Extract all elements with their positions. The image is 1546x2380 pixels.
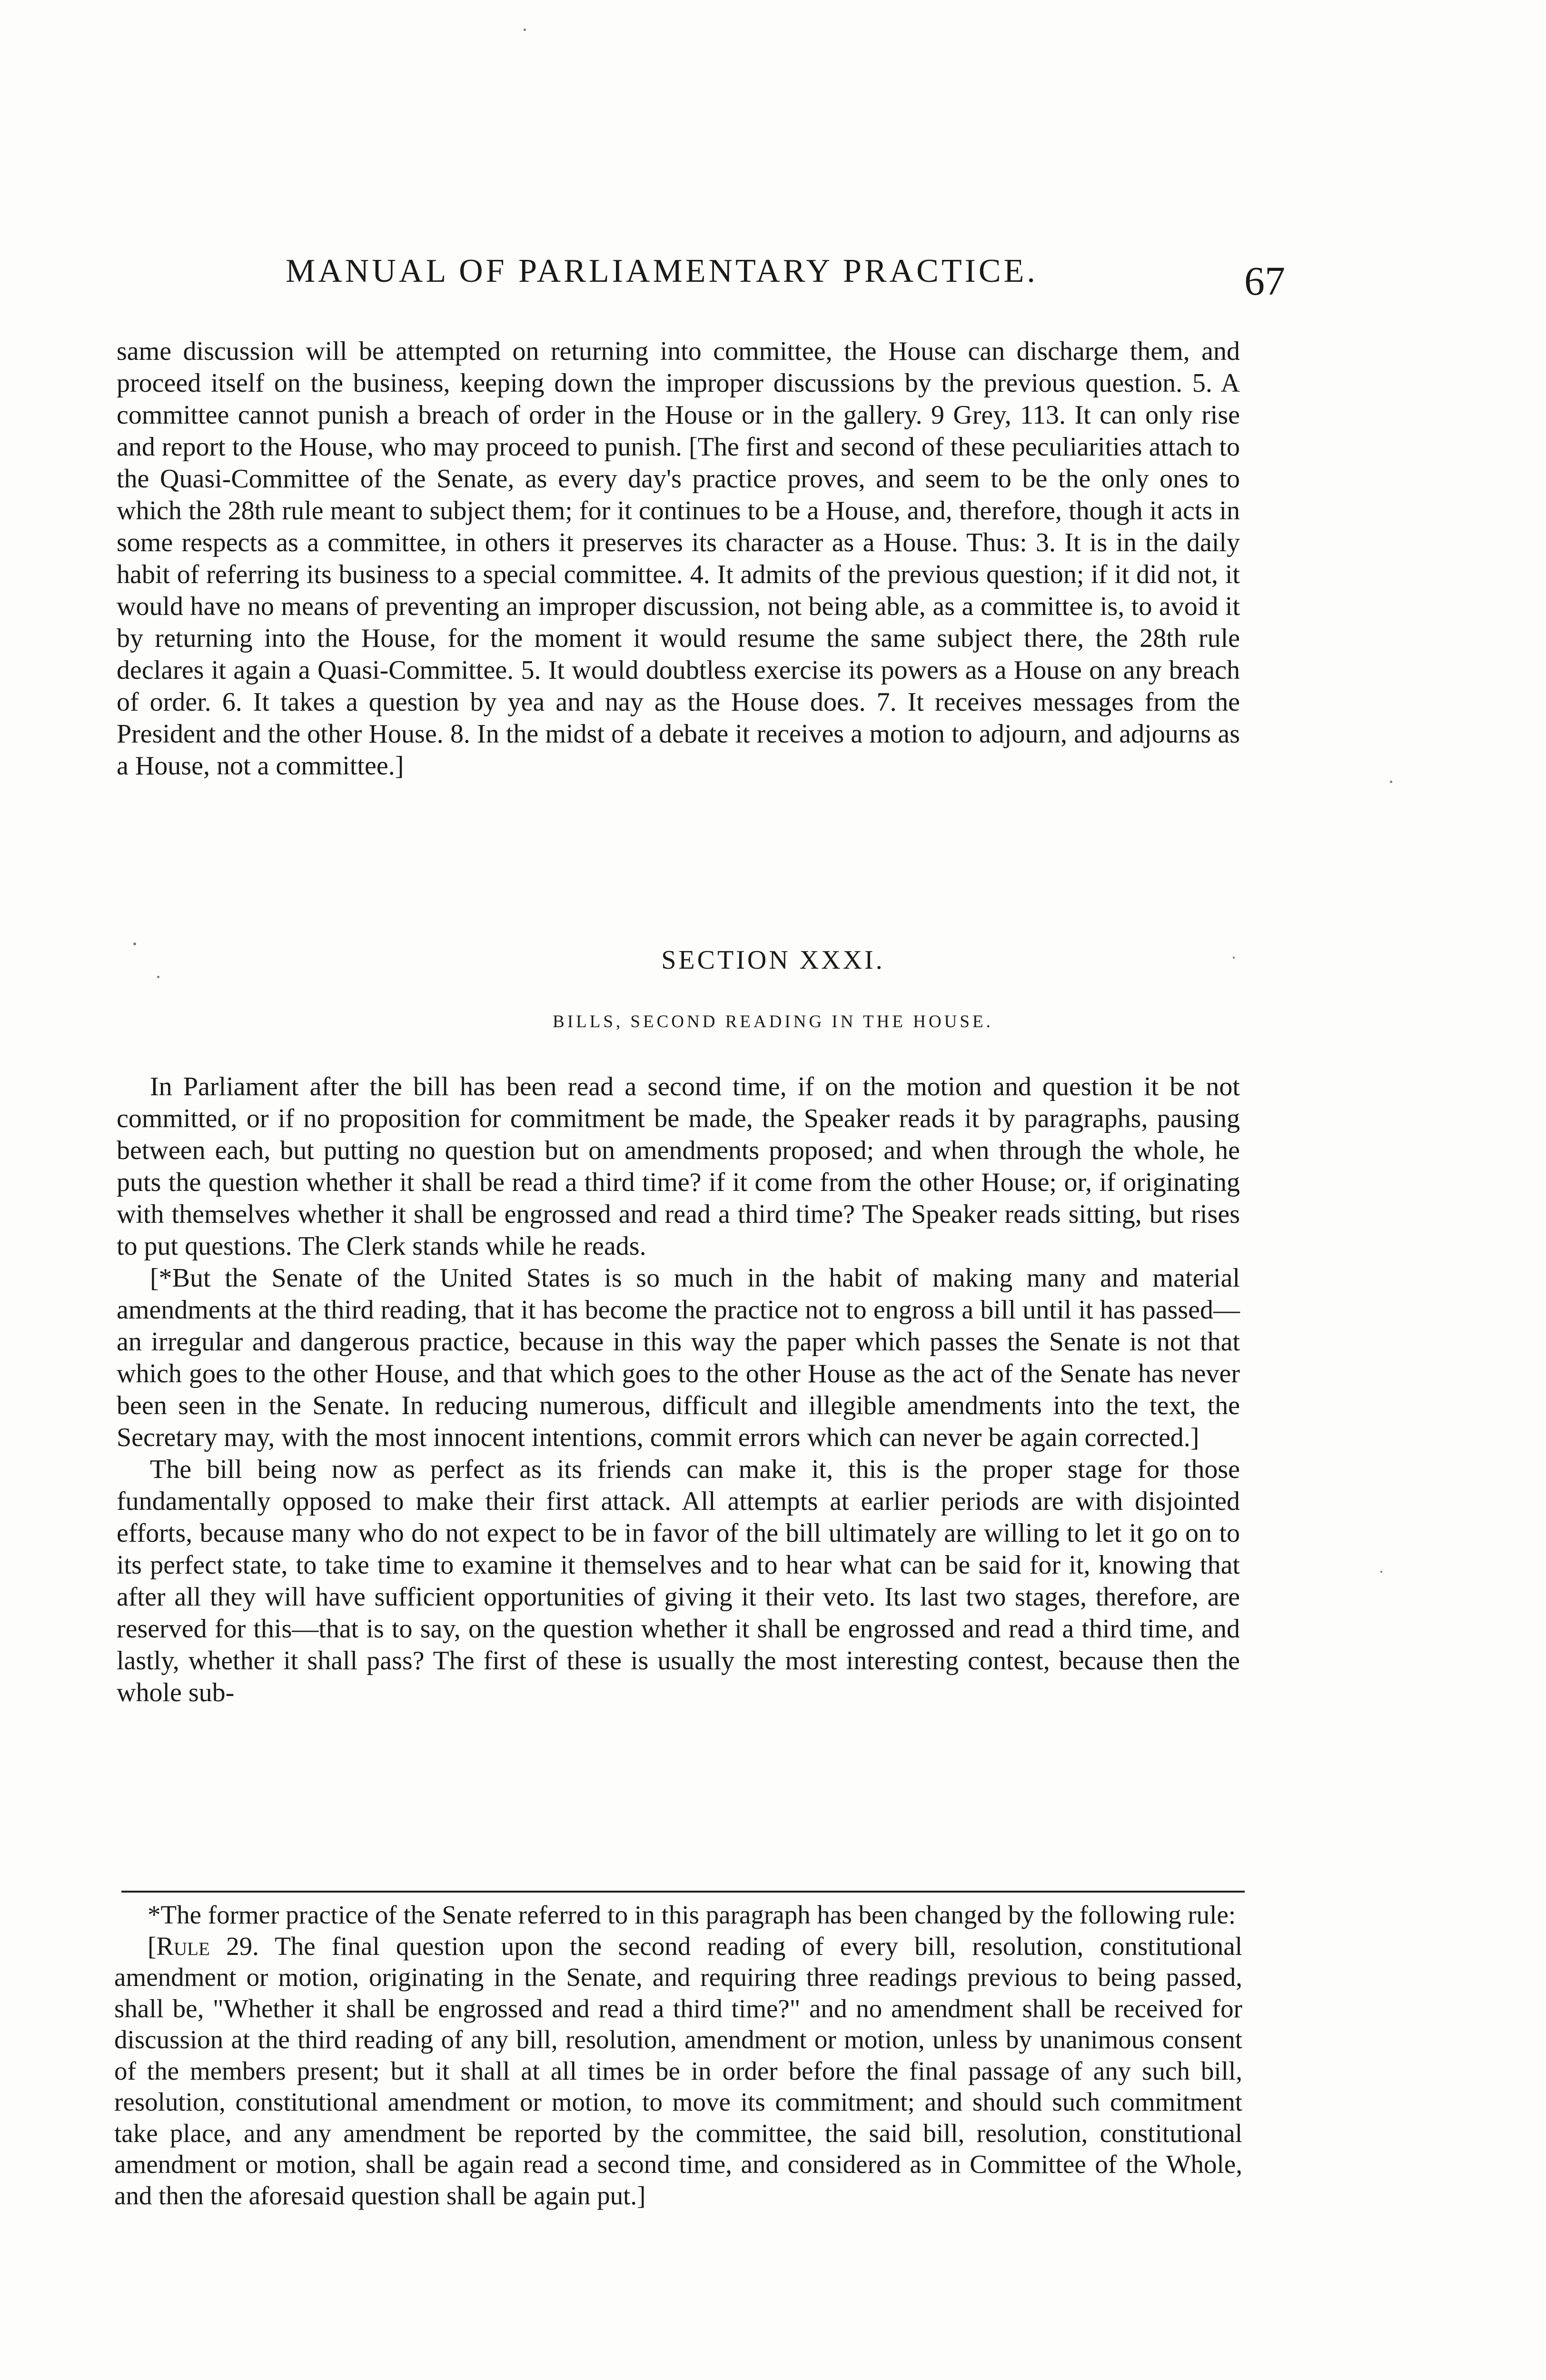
paragraph: In Parliament after the bill has been read a second time, if on the motion and question it be not committed, or if no proposition for commitment be made, the Speaker reads it by paragraphs, pausing between each, but putting no question but on amendments proposed; and when through the whole, he puts the question whether it shall be read a third time? if it come from the other House; or, if originating with themselves whether it shall be engrossed and read a third time? The Speaker reads sitting, but rises to put questions. The Clerk stands while he reads. <box>117 1072 1240 1261</box>
footnote-divider <box>121 1891 1245 1893</box>
page-number: 67 <box>1244 258 1285 304</box>
rule-body: The final question upon the second reading of every bill, resolution, constitutional amendment or motion, originating in the Senate, and requiring three readings previous to being passed, shall be, "Whether it shall be engrossed and read a third time?" and no amendment shall be received for discussion at the third reading of any bill, resolution, amendment or motion, unless by unanimous consent of the members present; but it shall at all times be in order before the final passage of any such bill, resolution, constitutional amendment or motion, to move its commitment; and should such commitment take place, and any amendment be reported by the committee, the said bill, resolution, constitutional amendment or motion, shall be again read a second time, and considered as in Committee of the Whole, and then the aforesaid question shall be again put.] <box>114 1931 1242 2210</box>
footnote <box>114 1899 1242 2211</box>
section-title: SECTION XXXI. <box>661 945 885 975</box>
rule-number: 29. <box>226 1931 259 1961</box>
continued-paragraph <box>117 336 1240 782</box>
footnote-intro: *The former practice of the Senate referred to in this paragraph has been changed by the following rule: <box>148 1900 1236 1929</box>
section-subtitle: BILLS, SECOND READING IN THE HOUSE. <box>553 1012 993 1031</box>
paragraph: The bill being now as perfect as its friends can make it, this is the proper stage for those fundamentally opposed to make their first attack. All attempts at earlier periods are with disjointed efforts, because many who do not expect to be in favor of the bill ultimately are willing to let it go on to its perfect state, to take time to examine it themselves and to hear what can be said for it, knowing that after all they will have sufficient opportunities of giving it their veto. Its last two stages, therefore, are reserved for this—that is to say, on the question whether it shall be engrossed and read a third time, and lastly, whether it shall pass? The first of these is usually the most interesting contest, because then the whole sub- <box>117 1455 1240 1707</box>
footnote-rule-text: [Rule 29. The final question upon the second reading of every bill, resolution, constitutional amendment or motion, originating in the Senate, and requiring three readings previous to being passed, shall be, "Whether it shall be engrossed and read a third time?" and no amendment shall be received for discussion at the third reading of any bill, resolution, amendment or motion, unless by unanimous consent of the members present; but it shall at all times be in order before the final passage of any such bill, resolution, constitutional amendment or motion, to move its commitment; and should such commitment take place, and any amendment be reported by the committee, the said bill, resolution, constitutional amendment or motion, shall be again read a second time, and considered as in Committee of the Whole, and then the aforesaid question shall be again put.] <box>114 1931 1242 2210</box>
rule-label: Rule <box>156 1931 210 1961</box>
paragraph: [*But the Senate of the United States is so much in the habit of making many and material amendments at the third reading, that it has become the practice not to engross a bill until it has passed—an irregular and dangerous practice, because in this way the paper which passes the Senate is not that which goes to the other House, and that which goes to the other House as the act of the Senate has never been seen in the Senate. In reducing numerous, difficult and illegible amendments into the text, the Secretary may, with the most innocent intentions, commit errors which can never be again corrected.] <box>117 1263 1240 1452</box>
page-header <box>286 248 1285 305</box>
paragraph: same discussion will be attempted on returning into committee, the House can discharge them, and proceed itself on the business, keeping down the improper discussions by the previous question. 5. A committee cannot punish a breach of order in the House or in the gallery. 9 Grey, 113. It can only rise and report to the House, who may proceed to punish. [The first and second of these peculiarities attach to the Quasi-Committee of the Senate, as every day's practice proves, and seem to be the only ones to which the 28th rule meant to subject them; for it continues to be a House, and, therefore, though it acts in some respects as a committee, in others it preserves its character as a House. Thus: 3. It is in the daily habit of referring its business to a special committee. 4. It admits of the previous question; if it did not, it would have no means of preventing an improper discussion, not being able, as a committee is, to avoid it by returning into the House, for the moment it would resume the same subject there, the 28th rule declares it again a Quasi-Committee. 5. It would doubtless exercise its powers as a House on any breach of order. 6. It takes a question by yea and nay as the House does. 7. It receives messages from the President and the other House. 8. In the midst of a debate it receives a motion to adjourn, and adjourns as a House, not a committee.] <box>117 337 1240 781</box>
section-body <box>117 1071 1240 1709</box>
running-title: MANUAL OF PARLIAMENTARY PRACTICE. <box>286 253 1038 289</box>
